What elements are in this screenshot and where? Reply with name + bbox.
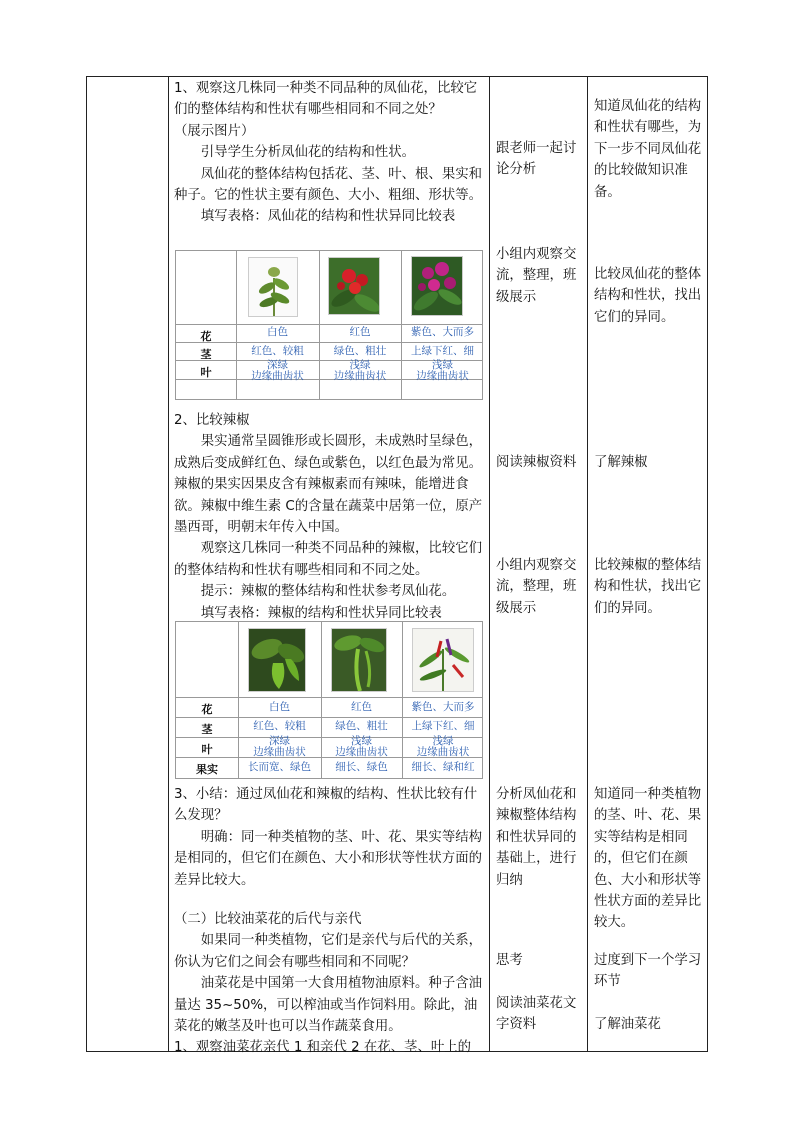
intent-5: 知道同一种类植物的茎、叶、花、果实等结构是相同的，但它们在颜色、大小和形状等性状方面的差异比较大。 (594, 787, 702, 931)
intent-1: 知道凤仙花的结构和性状有哪些，为下一步不同凤仙花的比较做知识准备。 (594, 99, 702, 200)
balsam-red-photo (328, 257, 380, 315)
row-label-fruit: 果实 (196, 763, 218, 776)
pepper-hint: 提示：辣椒的整体结构和性状参考凤仙花。 (200, 584, 456, 600)
activity-1: 跟老师一起讨论分析 (496, 141, 577, 178)
table-cell: 深绿 边缘曲齿状 (253, 735, 306, 758)
row-label-leaf: 叶 (200, 366, 212, 379)
rapeseed-observe: 1、观察油菜花亲代 1 和亲代 2 在花、茎、叶上的 (174, 1040, 472, 1056)
rapeseed-title: （二）比较油菜花的后代与亲代 (174, 912, 362, 927)
balsam-question: 1、观察这几株同一种类不同品种的凤仙花，比较它们的整体结构和性状有哪些相同和不同之处？ (174, 81, 478, 118)
row-label-stem: 茎 (200, 348, 212, 361)
table-cell: 浅绿 边缘曲齿状 (416, 359, 469, 382)
balsam-purple-photo (411, 256, 463, 316)
pepper-red-photo (412, 628, 474, 692)
pepper-intro: 果实通常呈圆锥形或长圆形，未成熟时呈绿色，成熟后变成鲜红色、绿色或紫色，以红色最为常见。辣椒的果实因果皮含有辣椒素而有辣味，能增进食欲。辣椒中维生素 C的含量在蔬菜中居第一位，原产墨西哥，明朝末年传入中国。 (174, 434, 483, 536)
intent-3: 了解辣椒 (594, 455, 648, 470)
table-cell: 上绿下红、细 (411, 720, 475, 732)
table-cell: 绿色、粗壮 (335, 720, 388, 732)
balsam-table-title: 填写表格：凤仙花的结构和性状异同比较表 (200, 209, 456, 225)
column-divider-3 (587, 76, 588, 1052)
column-divider-2 (489, 76, 490, 1052)
activity-7: 阅读油菜花文字资料 (496, 996, 577, 1033)
row-label-flower: 花 (200, 330, 212, 343)
table-cell: 白色 (267, 326, 288, 338)
intent-7: 了解油菜花 (594, 1017, 661, 1032)
pepper-question: 观察这几株同一种类不同品种的辣椒，比较它们的整体结构和性状有哪些相同和不同之处。 (174, 541, 482, 578)
row-label-flower: 花 (201, 703, 213, 716)
table-cell: 细长、绿色 (335, 761, 388, 773)
pepper-long-photo (331, 628, 387, 692)
table-cell: 红色、较粗 (251, 345, 304, 357)
section-balsam (174, 78, 486, 228)
intent-2: 比较凤仙花的整体结构和性状，找出它们的异同。 (594, 267, 702, 325)
table-cell: 深绿 边缘曲齿状 (251, 359, 304, 382)
pepper-title: 2、比较辣椒 (174, 413, 250, 428)
pepper-green-photo (248, 628, 306, 692)
activity-6: 思考 (496, 953, 523, 968)
balsam-white-photo (248, 257, 298, 317)
pepper-compare-table (175, 621, 483, 779)
table-cell: 长而宽、绿色 (248, 761, 311, 773)
table-cell: 上绿下红、细 (411, 345, 474, 357)
section-summary (174, 784, 486, 891)
activity-3: 阅读辣椒资料 (496, 455, 577, 470)
row-label-stem: 茎 (201, 723, 213, 736)
row-label-leaf: 叶 (201, 743, 213, 756)
section-pepper (174, 410, 486, 624)
rapeseed-question: 如果同一种类植物，它们是亲代与后代的关系，你认为它们之间会有哪些相同和不同呢？ (174, 933, 482, 970)
table-cell: 浅绿 边缘曲齿状 (416, 735, 470, 758)
balsam-structure-text: 凤仙花的整体结构包括花、茎、叶、根、果实和种子。它的性状主要有颜色、大小、粗细、形状等。 (174, 166, 482, 204)
table-cell: 紫色、大而多 (411, 326, 474, 338)
intent-6: 过度到下一个学习环节 (594, 953, 702, 990)
table-cell: 红色 (351, 701, 372, 713)
intent-4: 比较辣椒的整体结构和性状，找出它们的异同。 (594, 558, 702, 616)
activity-5: 分析凤仙花和辣椒整体结构和性状异同的基础上，进行归纳 (496, 787, 577, 888)
activity-2: 小组内观察交流，整理，班级展示 (496, 247, 577, 305)
table-cell: 红色 (349, 326, 371, 338)
pepper-table-title: 填写表格：辣椒的结构和性状异同比较表 (200, 605, 442, 621)
table-cell: 白色 (269, 701, 290, 713)
summary-question: 3、小结：通过凤仙花和辣椒的结构、性状比较有什么发现？ (174, 787, 478, 824)
balsam-compare-table (175, 250, 483, 400)
table-cell: 紫色、大而多 (411, 701, 475, 713)
table-cell: 红色、较粗 (253, 720, 306, 732)
table-cell: 绿色、粗壮 (333, 345, 387, 357)
table-cell: 浅绿 边缘曲齿状 (333, 359, 387, 382)
column-divider-1 (168, 76, 169, 1052)
section-rapeseed (174, 909, 486, 1059)
activity-4: 小组内观察交流，整理，班级展示 (496, 558, 577, 616)
summary-answer: 明确：同一种类植物的茎、叶、花、果实等结构是相同的，但它们在颜色、大小和形状等性状方面的差异比较大。 (174, 829, 482, 888)
show-pictures: （展示图片） (174, 123, 255, 139)
guide-text: 引导学生分析凤仙花的结构和性状。 (200, 145, 416, 161)
table-cell: 细长、绿和红 (411, 761, 475, 773)
rapeseed-intro: 油菜花是中国第一大食用植物油原料。种子含油量达 35~50%，可以榨油或当作饲料用。除此，油菜花的嫩茎及叶也可以当作蔬菜食用。 (174, 976, 482, 1035)
table-cell: 浅绿 边缘曲齿状 (335, 735, 388, 758)
